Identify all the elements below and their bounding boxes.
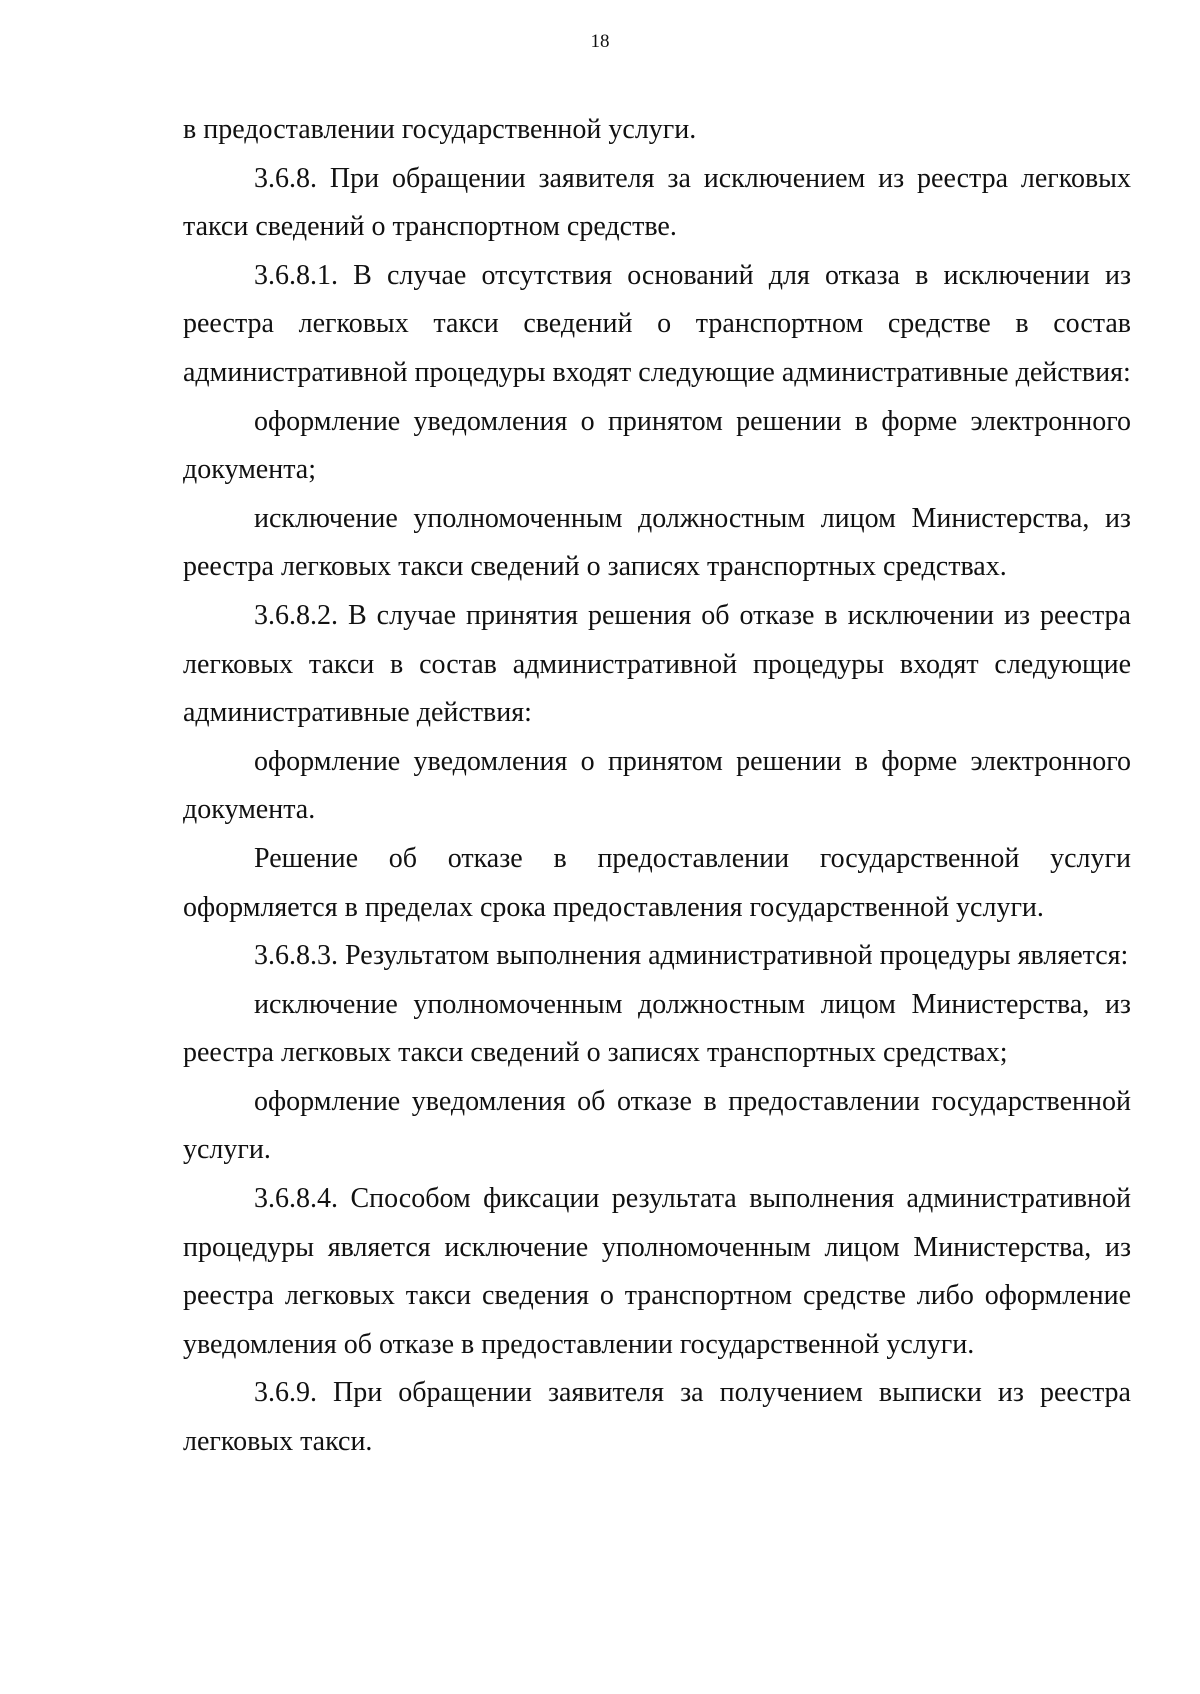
paragraph-3-6-8-2: 3.6.8.2. В случае принятия решения об отказе в исключении из реестра легковых такси в состав административной процедуры входят следующие административные действия: — [183, 599, 1131, 729]
paragraph-3-6-9: 3.6.9. При обращении заявителя за получением выписки из реестра легковых такси. — [183, 1377, 1131, 1458]
page-number: 18 — [590, 31, 610, 52]
paragraph-refusal-decision: Решение об отказе в предоставлении государственной услуги оформляется в пределах срока предоставления государственной услуги. — [183, 842, 1131, 923]
paragraph-3-6-8-4: 3.6.8.4. Способом фиксации результата выполнения административной процедуры является исключение уполномоченным лицом Министерства, из реестра легковых такси сведения о транспортном средстве либо оформление уведомления об отказе в предоставлении государственной услуги. — [183, 1183, 1131, 1360]
paragraph-3-6-8-1: 3.6.8.1. В случае отсутствия оснований для отказа в исключении из реестра легковых такси сведений о транспортном средстве в состав административной процедуры входят следующие административные действия: — [183, 259, 1131, 388]
paragraph-3-6-8: 3.6.8. При обращении заявителя за исключением из реестра легковых такси сведений о транспортном средстве. — [183, 162, 1131, 243]
paragraph-result-refusal-notice: оформление уведомления об отказе в предоставлении государственной услуги. — [183, 1085, 1131, 1166]
paragraph-action-notice-electronic-2: оформление уведомления о принятом решении в форме электронного документа. — [183, 745, 1131, 826]
paragraph-result-exclusion: исключение уполномоченным должностным лицом Министерства, из реестра легковых такси сведений о записях транспортных средствах; — [183, 988, 1131, 1069]
paragraph-continuation: в предоставлении государственной услуги. — [183, 114, 697, 145]
paragraph-action-exclusion: исключение уполномоченным должностным лицом Министерства, из реестра легковых такси сведений о записях транспортных средствах. — [183, 502, 1131, 583]
document-body — [183, 106, 1131, 1467]
paragraph-action-notice-electronic: оформление уведомления о принятом решении в форме электронного документа; — [183, 405, 1131, 486]
paragraph-3-6-8-3: 3.6.8.3. Результатом выполнения административной процедуры является: — [254, 940, 1129, 972]
